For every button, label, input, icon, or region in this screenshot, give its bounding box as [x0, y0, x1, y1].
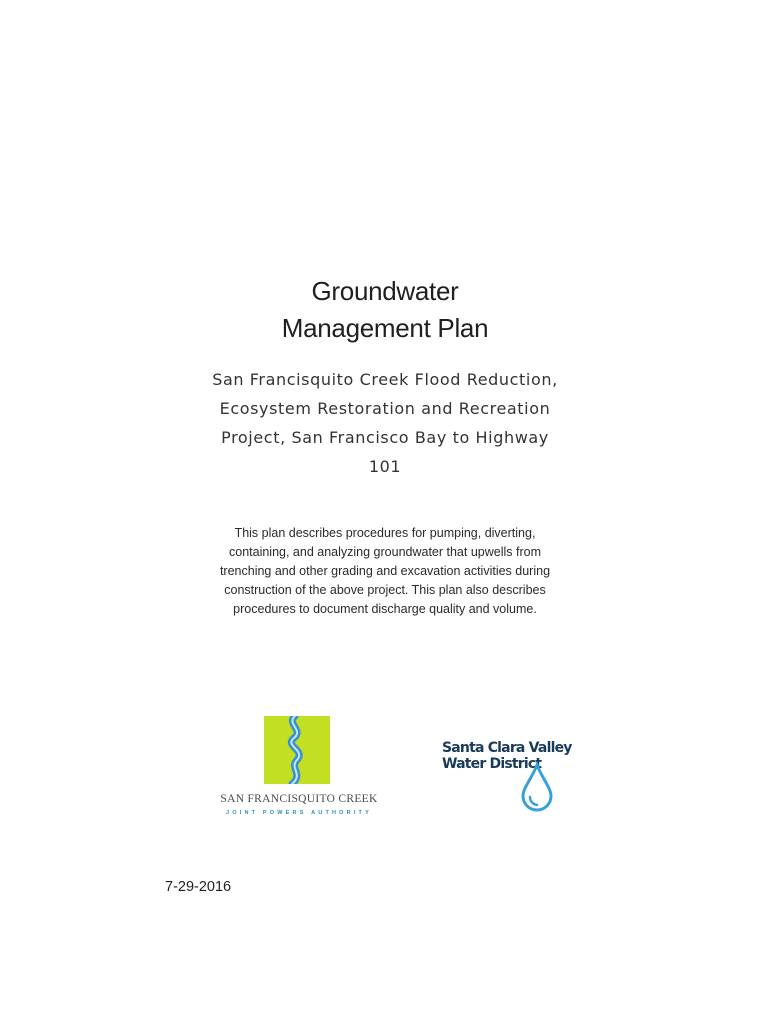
- project-name-line-3: Project, San Francisco Bay to Highway: [221, 428, 549, 447]
- scvwd-logo-name-line-1: Santa Clara Valley: [442, 740, 572, 756]
- sfc-logo-name: SAN FRANCISQUITO CREEK: [220, 793, 378, 805]
- sfc-logo-subtitle: JOINT POWERS AUTHORITY: [226, 810, 372, 816]
- project-name-line-1: San Francisquito Creek Flood Reduction,: [212, 370, 558, 389]
- creek-river-icon: [264, 716, 330, 784]
- plan-description-line-4: construction of the above project. This plan also describes: [224, 583, 546, 597]
- document-title-line-1: Groundwater: [311, 276, 459, 306]
- document-title-line-2: Management Plan: [281, 313, 489, 343]
- water-drop-icon: [520, 762, 554, 812]
- scvwd-logo: [438, 740, 572, 816]
- plan-description-line-2: containing, and analyzing groundwater that upwells from: [229, 545, 541, 559]
- document-date: 7-29-2016: [165, 879, 232, 895]
- project-name-line-4: 101: [368, 457, 402, 476]
- sfc-jpa-logo: [218, 714, 380, 820]
- project-name-line-2: Ecosystem Restoration and Recreation: [219, 399, 551, 418]
- plan-description-line-1: This plan describes procedures for pumping, diverting,: [234, 526, 536, 540]
- plan-description-line-3: trenching and other grading and excavation activities during: [219, 564, 551, 578]
- plan-description-line-5: procedures to document discharge quality and volume.: [233, 602, 537, 616]
- scvwd-logo-name-line-2: Water District: [442, 756, 542, 772]
